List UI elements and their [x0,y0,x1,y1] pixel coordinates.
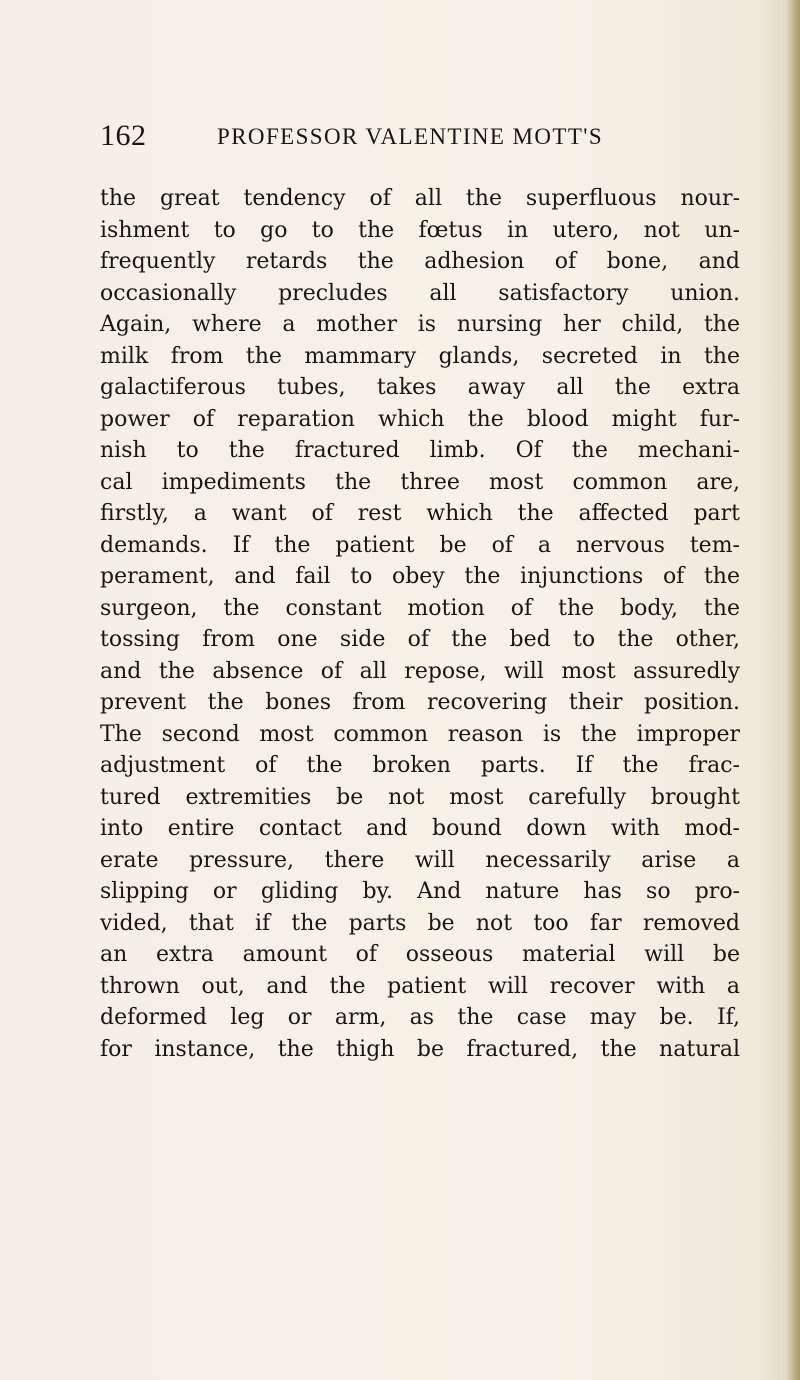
text-line: an extra amount of osseous material will be [100,942,740,967]
page-number: 162 [100,119,147,152]
text-line: deformed leg or arm, as the case may be. If, [100,1005,740,1030]
text-line: demands. If the patient be of a nervous tem- [100,532,740,558]
running-title: PROFESSOR VALENTINE MOTT'S [217,124,604,149]
text-line: tured extremities be not most carefully brought [100,784,740,810]
text-line: into entire contact and bound down with mod- [100,816,740,841]
text-line: occasionally precludes all satisfactory union. [100,280,740,306]
text-line: for instance, the thigh be fractured, the natural [100,1036,740,1062]
text-line: cal impediments the three most common are, [100,469,740,495]
text-line: prevent the bones from recovering their position. [100,690,740,715]
text-line: ishment to go to the fœtus in utero, not un- [100,217,740,243]
text-line: Again, where a mother is nursing her child, the [100,312,740,337]
text-line: power of reparation which the blood might fur- [100,406,740,432]
text-line: nish to the fractured limb. Of the mechani- [100,438,740,463]
text-line: frequently retards the adhesion of bone, and [100,249,740,274]
text-line: thrown out, and the patient will recover with a [100,973,740,999]
body-text [100,183,740,1065]
running-header [100,118,740,158]
text-line: vided, that if the parts be not too far removed [100,910,740,936]
text-line: and the absence of all repose, will most assuredly [100,658,740,684]
text-line: surgeon, the constant motion of the body, the [100,595,740,621]
text-line: perament, and fail to obey the injunctions of the [100,564,740,589]
text-line: The second most common reason is the improper [100,721,740,747]
text-line: the great tendency of all the superfluous nour- [100,186,740,211]
text-line: slipping or gliding by. And nature has so pro- [100,879,740,904]
text-line: galactiferous tubes, takes away all the extra [100,375,740,400]
text-line: milk from the mammary glands, secreted in the [100,343,740,369]
page-edge-shadow [786,0,800,1380]
text-line: firstly, a want of rest which the affected part [100,501,740,526]
text-line: erate pressure, there will necessarily arise a [100,847,740,873]
text-line: tossing from one side of the bed to the other, [100,627,740,652]
text-line: adjustment of the broken parts. If the frac- [100,753,740,778]
